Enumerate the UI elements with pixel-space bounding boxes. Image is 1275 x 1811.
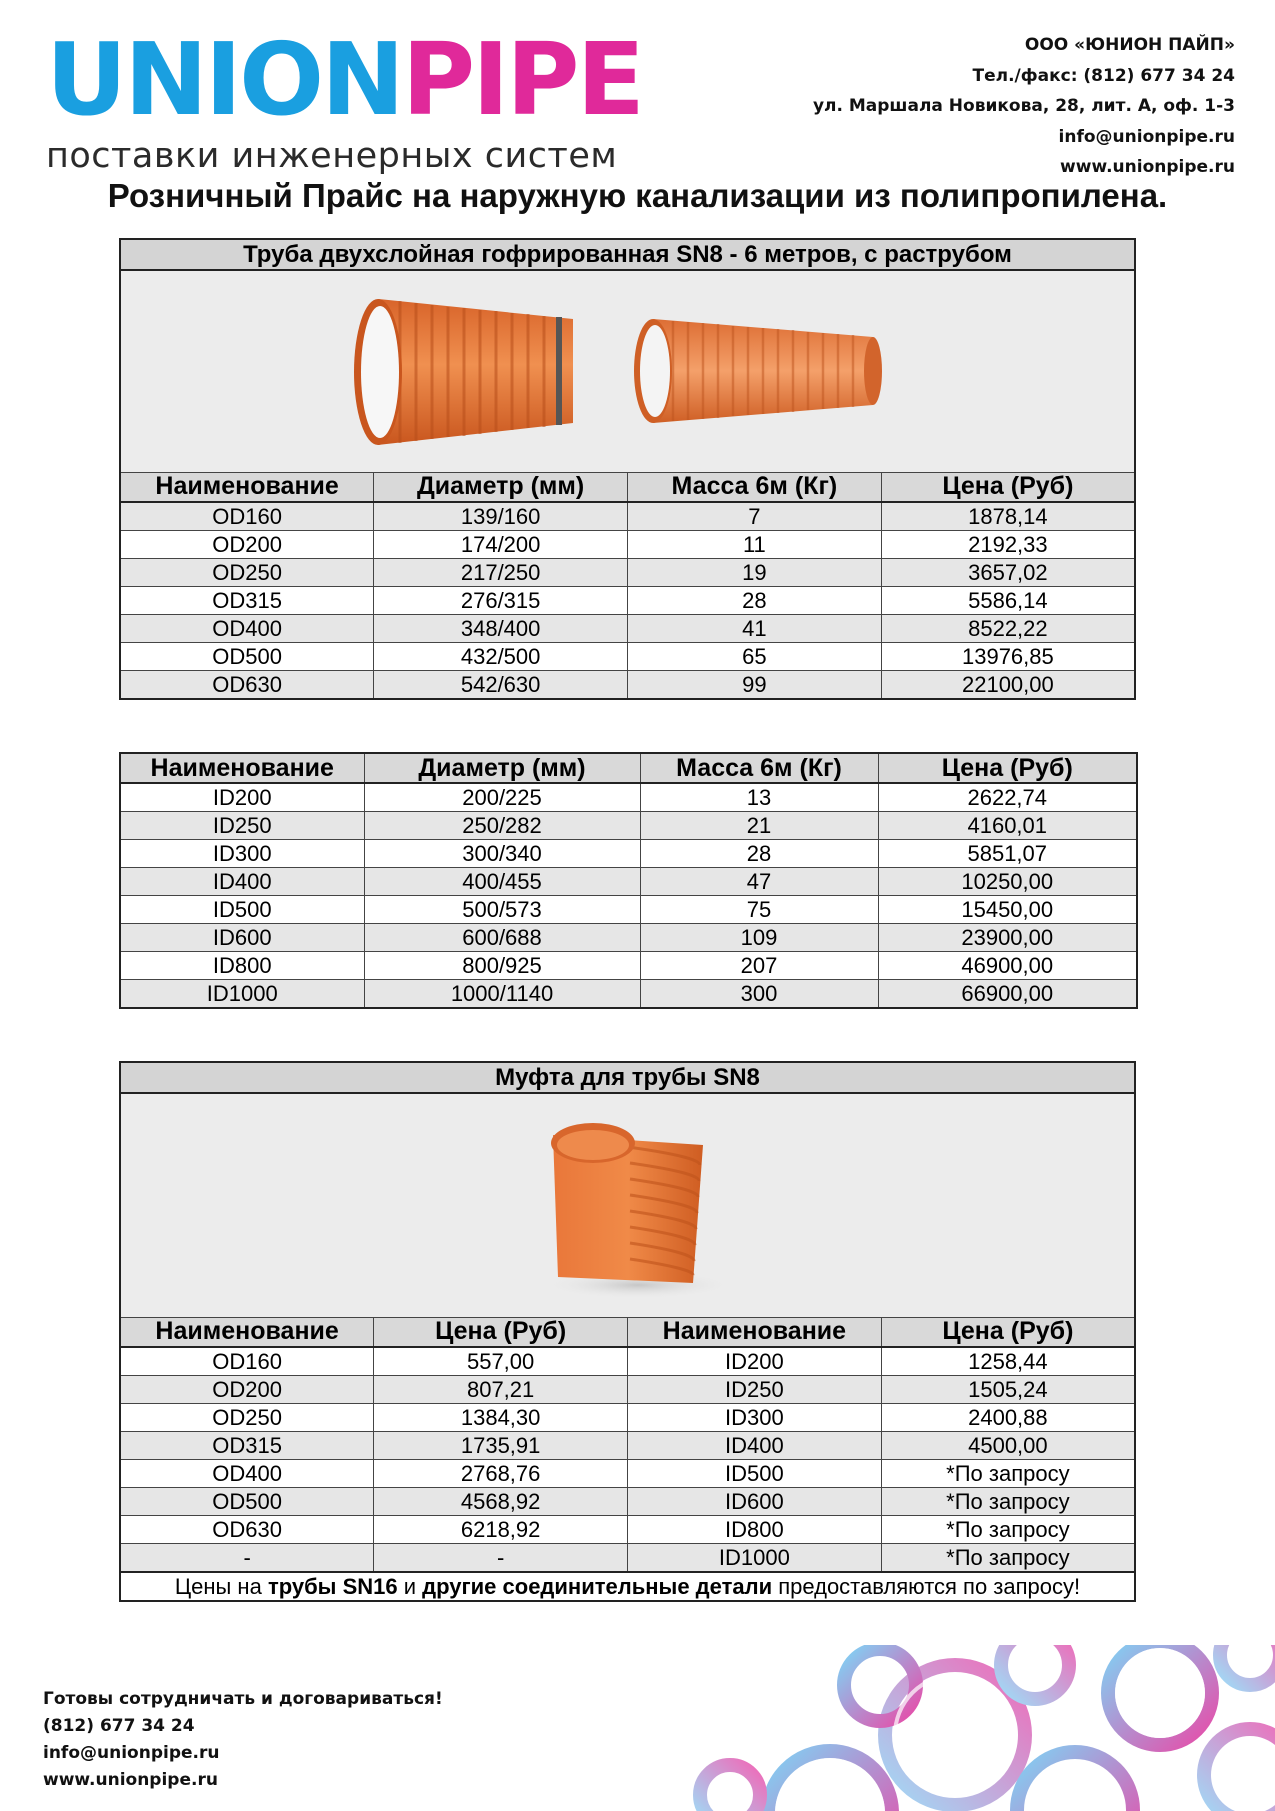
- cell: 2622,74: [878, 783, 1137, 812]
- cell: 5851,07: [878, 840, 1137, 868]
- note-bold-sn16: трубы SN16: [267, 1574, 398, 1599]
- table-row: [120, 615, 1135, 643]
- note-prefix: Цены на: [174, 1574, 268, 1599]
- cell: 139/160: [374, 502, 628, 531]
- company-contacts: [813, 30, 1235, 183]
- cell: 23900,00: [878, 924, 1137, 952]
- logo-tagline: поставки инженерных систем: [46, 136, 618, 176]
- cell: 1878,14: [881, 502, 1135, 531]
- cell: 22100,00: [881, 671, 1135, 700]
- coupling-table-caption: Муфта для трубы SN8: [120, 1062, 1135, 1093]
- table-row: [120, 531, 1135, 559]
- footer-slogan: Готовы сотрудничать и договариваться!: [43, 1689, 443, 1709]
- cell: 75: [640, 896, 878, 924]
- photo-row: [120, 270, 1135, 472]
- cell: 432/500: [374, 643, 628, 671]
- cell: ID500: [628, 1460, 882, 1488]
- cell: 250/282: [364, 812, 640, 840]
- cell: 15450,00: [878, 896, 1137, 924]
- cell: ID250: [628, 1376, 882, 1404]
- cell: 3657,02: [881, 559, 1135, 587]
- cell: 1258,44: [881, 1347, 1135, 1376]
- note-suffix: предоставляются по запросу!: [772, 1574, 1081, 1599]
- cell: 2400,88: [881, 1404, 1135, 1432]
- logo-pipe: PIPE: [401, 21, 642, 138]
- company-phone: Тел./факс: (812) 677 34 24: [972, 65, 1235, 86]
- table-row: [120, 1347, 1135, 1376]
- cell: ID400: [120, 868, 364, 896]
- table-row: [120, 924, 1137, 952]
- cell: 5586,14: [881, 587, 1135, 615]
- cell: ID600: [628, 1488, 882, 1516]
- table-row: [120, 1516, 1135, 1544]
- cell: ID800: [628, 1516, 882, 1544]
- corrugated-pipe-image: [328, 281, 928, 461]
- cell: 109: [640, 924, 878, 952]
- cell: 7: [628, 502, 882, 531]
- footer-website-link[interactable]: www.unionpipe.ru: [43, 1770, 218, 1790]
- cell: *По запросу: [881, 1516, 1135, 1544]
- pipe-photo-cell: [120, 270, 1135, 472]
- cell: 542/630: [374, 671, 628, 700]
- cell: *По запросу: [881, 1460, 1135, 1488]
- cell: 1505,24: [881, 1376, 1135, 1404]
- cell: 807,21: [374, 1376, 628, 1404]
- cell: ID300: [628, 1404, 882, 1432]
- cell: *По запросу: [881, 1544, 1135, 1573]
- table-header-row: [120, 1317, 1135, 1347]
- table-row: [120, 587, 1135, 615]
- table-row: [120, 1404, 1135, 1432]
- cell: 800/925: [364, 952, 640, 980]
- cell: -: [374, 1544, 628, 1573]
- cell: 400/455: [364, 868, 640, 896]
- col-header-diameter: Диаметр (мм): [364, 753, 640, 783]
- cell: 41: [628, 615, 882, 643]
- table-row: [120, 559, 1135, 587]
- cell: OD630: [120, 1516, 374, 1544]
- table-row: [120, 812, 1137, 840]
- table-header-row: [120, 472, 1135, 502]
- coupling-price-table: [119, 1061, 1136, 1602]
- cell: OD160: [120, 502, 374, 531]
- col-header-diameter: Диаметр (мм): [374, 472, 628, 502]
- table-caption-row: [120, 239, 1135, 270]
- cell: OD500: [120, 1488, 374, 1516]
- cell: OD250: [120, 559, 374, 587]
- cell: 65: [628, 643, 882, 671]
- note-mid: и: [397, 1574, 423, 1599]
- cell: 11: [628, 531, 882, 559]
- table-row: [120, 1376, 1135, 1404]
- cell: -: [120, 1544, 374, 1573]
- col-header-name: Наименование: [120, 1317, 374, 1347]
- cell: 600/688: [364, 924, 640, 952]
- table-row: [120, 783, 1137, 812]
- cell: 174/200: [374, 531, 628, 559]
- table-row: [120, 1432, 1135, 1460]
- company-address: ул. Маршала Новикова, 28, лит. А, оф. 1-3: [812, 96, 1235, 116]
- company-website-link[interactable]: www.unionpipe.ru: [1060, 157, 1235, 177]
- price-on-request-note: [120, 1572, 1135, 1601]
- company-name: ООО «ЮНИОН ПАЙП»: [1024, 35, 1235, 55]
- col-header-price-2: Цена (Руб): [881, 1317, 1135, 1347]
- table-row: [120, 502, 1135, 531]
- cell: 348/400: [374, 615, 628, 643]
- cell: 6218,92: [374, 1516, 628, 1544]
- cell: 500/573: [364, 896, 640, 924]
- cell: 2192,33: [881, 531, 1135, 559]
- col-header-name-2: Наименование: [628, 1317, 882, 1347]
- logo-wordmark: [46, 21, 642, 138]
- col-header-price: Цена (Руб): [878, 753, 1137, 783]
- footer-phone: (812) 677 34 24: [43, 1716, 195, 1736]
- table-row: [120, 1488, 1135, 1516]
- cell: 300: [640, 980, 878, 1009]
- cell: 19: [628, 559, 882, 587]
- cell: OD315: [120, 1432, 374, 1460]
- cell: 10250,00: [878, 868, 1137, 896]
- cell: 200/225: [364, 783, 640, 812]
- company-email-link[interactable]: info@unionpipe.ru: [1058, 126, 1235, 147]
- coupling-image: [518, 1105, 738, 1305]
- pipe-od-price-table: [119, 238, 1136, 700]
- cell: 47: [640, 868, 878, 896]
- pipe-table-caption: Труба двухслойная гофрированная SN8 - 6 метров, с раструбом: [120, 239, 1135, 270]
- table-note-row: [120, 1572, 1135, 1601]
- table-row: [120, 643, 1135, 671]
- cell: 66900,00: [878, 980, 1137, 1009]
- logo-union: UNION: [46, 21, 402, 138]
- cell: ID1000: [120, 980, 364, 1009]
- cell: ID250: [120, 812, 364, 840]
- cell: 2768,76: [374, 1460, 628, 1488]
- table-header-row: [120, 753, 1137, 783]
- cell: 8522,22: [881, 615, 1135, 643]
- cell: 217/250: [374, 559, 628, 587]
- cell: ID800: [120, 952, 364, 980]
- cell: OD200: [120, 531, 374, 559]
- cell: 1000/1140: [364, 980, 640, 1009]
- cell: 28: [640, 840, 878, 868]
- table-row: [120, 868, 1137, 896]
- cell: ID200: [120, 783, 364, 812]
- col-header-price: Цена (Руб): [881, 472, 1135, 502]
- cell: ID1000: [628, 1544, 882, 1573]
- cell: 1384,30: [374, 1404, 628, 1432]
- cell: OD400: [120, 1460, 374, 1488]
- cell: ID400: [628, 1432, 882, 1460]
- table-row: [120, 840, 1137, 868]
- table-row: [120, 952, 1137, 980]
- brand-logo: [46, 21, 642, 176]
- cell: 21: [640, 812, 878, 840]
- cell: ID200: [628, 1347, 882, 1376]
- footer-email-link[interactable]: info@unionpipe.ru: [43, 1743, 220, 1763]
- coupling-photo-cell: [120, 1093, 1135, 1317]
- page-title: Розничный Прайс на наружную канализации из полипропилена.: [107, 177, 1168, 214]
- table-row: [120, 896, 1137, 924]
- cell: 13976,85: [881, 643, 1135, 671]
- cell: ID500: [120, 896, 364, 924]
- cell: 4500,00: [881, 1432, 1135, 1460]
- cell: OD630: [120, 671, 374, 700]
- cell: 4568,92: [374, 1488, 628, 1516]
- col-header-mass: Масса 6м (Кг): [640, 753, 878, 783]
- cell: 28: [628, 587, 882, 615]
- decorative-pipes-circles: [690, 1645, 1275, 1811]
- cell: 1735,91: [374, 1432, 628, 1460]
- cell: 300/340: [364, 840, 640, 868]
- col-header-price: Цена (Руб): [374, 1317, 628, 1347]
- cell: 207: [640, 952, 878, 980]
- footer-contacts: [43, 1686, 443, 1794]
- cell: 4160,01: [878, 812, 1137, 840]
- col-header-mass: Масса 6м (Кг): [628, 472, 882, 502]
- table-row: [120, 980, 1137, 1009]
- table-row: [120, 671, 1135, 700]
- cell: OD200: [120, 1376, 374, 1404]
- cell: 99: [628, 671, 882, 700]
- cell: 13: [640, 783, 878, 812]
- cell: OD250: [120, 1404, 374, 1432]
- cell: 46900,00: [878, 952, 1137, 980]
- note-bold-fittings: другие соединительные детали: [422, 1574, 773, 1599]
- cell: OD160: [120, 1347, 374, 1376]
- cell: 557,00: [374, 1347, 628, 1376]
- cell: ID300: [120, 840, 364, 868]
- cell: ID600: [120, 924, 364, 952]
- col-header-name: Наименование: [120, 753, 364, 783]
- col-header-name: Наименование: [120, 472, 374, 502]
- table-row: [120, 1544, 1135, 1573]
- table-caption-row: [120, 1062, 1135, 1093]
- cell: OD500: [120, 643, 374, 671]
- cell: *По запросу: [881, 1488, 1135, 1516]
- cell: OD400: [120, 615, 374, 643]
- cell: OD315: [120, 587, 374, 615]
- photo-row: [120, 1093, 1135, 1317]
- table-row: [120, 1460, 1135, 1488]
- pipe-id-price-table: [119, 752, 1138, 1009]
- cell: 276/315: [374, 587, 628, 615]
